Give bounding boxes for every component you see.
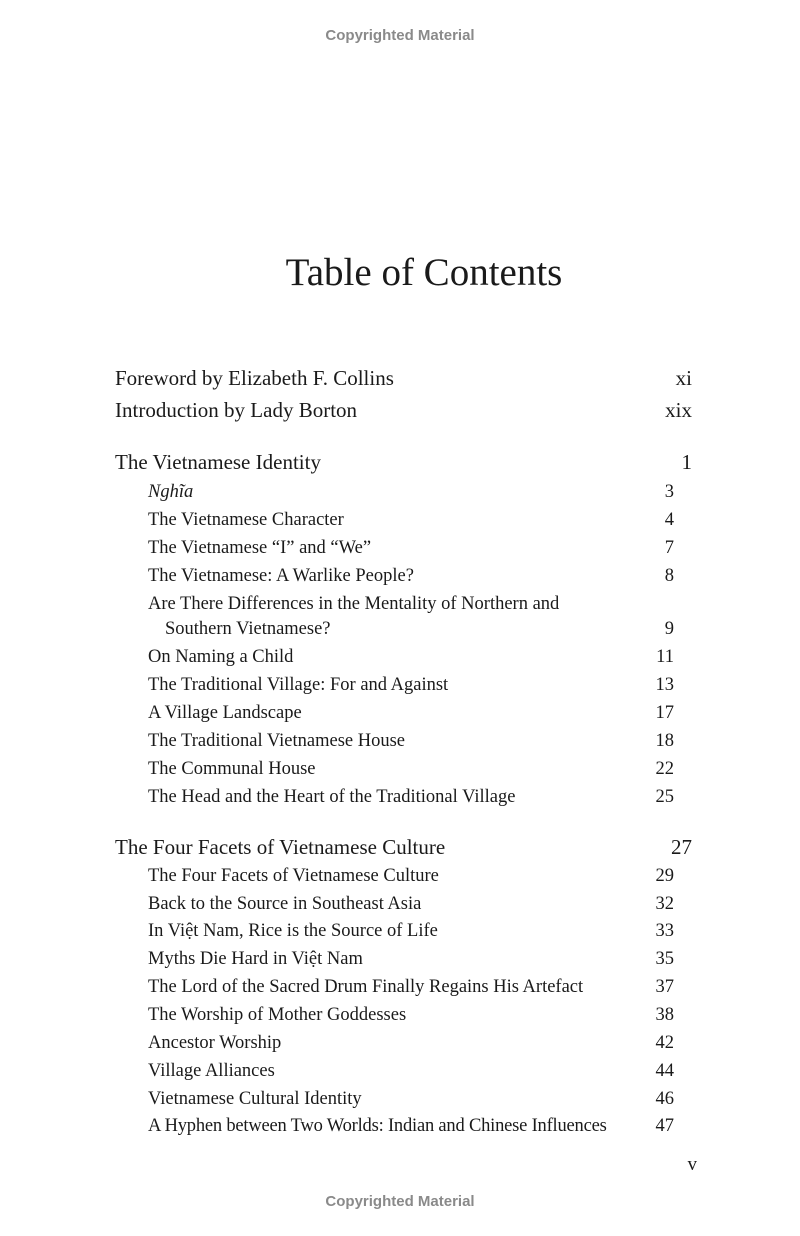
toc-entry-page: 47 xyxy=(655,1116,674,1136)
toc-entry xyxy=(0,866,800,896)
page-title: Table of Contents xyxy=(285,251,563,294)
toc-entry-title: On Naming a Child xyxy=(148,647,294,667)
toc-entry-page: 11 xyxy=(656,647,674,667)
toc-entry-title: The Communal House xyxy=(148,759,316,779)
toc-entry-page: 35 xyxy=(655,949,674,969)
watermark-bottom: Copyrighted Material xyxy=(325,1193,475,1210)
toc-entry xyxy=(0,482,800,512)
toc-entry xyxy=(0,1116,800,1146)
toc-entry xyxy=(0,949,800,979)
toc-entry-title: The Four Facets of Vietnamese Culture xyxy=(148,866,439,886)
toc-entry-title: A Village Landscape xyxy=(148,703,302,723)
toc-entry xyxy=(0,675,800,705)
toc-entry-page: 4 xyxy=(664,510,674,530)
toc-entry xyxy=(0,921,800,951)
toc-entry xyxy=(0,977,800,1007)
watermark-top: Copyrighted Material xyxy=(325,27,475,44)
toc-entry-page: 29 xyxy=(655,866,674,886)
toc-entry-title: A Hyphen between Two Worlds: Indian and Chinese Influences xyxy=(148,1116,607,1136)
toc-entry-title: The Lord of the Sacred Drum Finally Regains His Artefact xyxy=(148,977,584,997)
toc-entry-foreword xyxy=(0,366,800,396)
toc-entry-page: 18 xyxy=(655,731,674,751)
toc-part-title: The Vietnamese Identity xyxy=(115,450,321,474)
toc-entry xyxy=(0,894,800,924)
toc-entry-page: 37 xyxy=(655,977,674,997)
toc-entry-title: Are There Differences in the Mentality of Northern and xyxy=(148,594,560,614)
toc-part-page: 1 xyxy=(681,450,692,474)
toc-entry-page: 8 xyxy=(664,566,674,586)
toc-entry xyxy=(0,759,800,789)
toc-part-title: The Four Facets of Vietnamese Culture xyxy=(115,835,446,859)
toc-entry-title: The Vietnamese “I” and “We” xyxy=(148,538,372,558)
toc-entry-page: xix xyxy=(665,398,692,422)
toc-entry-title: Myths Die Hard in Việt Nam xyxy=(148,949,363,969)
toc-entry-title: The Vietnamese: A Warlike People? xyxy=(148,566,414,586)
toc-entry xyxy=(0,1089,800,1119)
toc-entry-page: 38 xyxy=(655,1005,674,1025)
toc-entry-page: 3 xyxy=(664,482,674,502)
toc-entry xyxy=(0,787,800,817)
toc-entry-title: The Traditional Vietnamese House xyxy=(148,731,405,751)
toc-entry-page: 22 xyxy=(655,759,674,779)
toc-entry-page: 13 xyxy=(655,675,674,695)
toc-entry-title: Nghĩa xyxy=(148,482,194,502)
toc-entry-page: 44 xyxy=(655,1061,674,1081)
toc-entry-title: Village Alliances xyxy=(148,1061,275,1081)
toc-entry-page: 32 xyxy=(655,894,674,914)
toc-entry-title: The Worship of Mother Goddesses xyxy=(148,1005,407,1025)
toc-entry xyxy=(0,538,800,568)
toc-entry-title: The Traditional Village: For and Against xyxy=(148,675,449,695)
toc-entry xyxy=(0,1061,800,1091)
toc-entry xyxy=(0,1005,800,1035)
toc-entry-title: Vietnamese Cultural Identity xyxy=(148,1089,362,1109)
toc-part-heading xyxy=(0,835,800,865)
toc-entry-page: 42 xyxy=(655,1033,674,1053)
toc-entry-page: 9 xyxy=(664,619,674,639)
toc-entry xyxy=(0,647,800,677)
toc-entry-title: Foreword by Elizabeth F. Collins xyxy=(115,366,394,390)
toc-entry-page: 17 xyxy=(655,703,674,723)
toc-entry xyxy=(0,731,800,761)
toc-part-heading xyxy=(0,450,800,480)
toc-entry xyxy=(0,510,800,540)
toc-entry-page: 46 xyxy=(655,1089,674,1109)
toc-entry-title: The Vietnamese Character xyxy=(148,510,344,530)
page-number: v xyxy=(687,1154,697,1175)
toc-entry xyxy=(0,566,800,596)
toc-entry-title-continuation: Southern Vietnamese? xyxy=(165,619,331,639)
toc-entry-title: Introduction by Lady Borton xyxy=(115,398,358,422)
toc-entry-title: Ancestor Worship xyxy=(148,1033,282,1053)
toc-part-page: 27 xyxy=(671,835,692,859)
toc-entry xyxy=(0,703,800,733)
toc-entry-title: In Việt Nam, Rice is the Source of Life xyxy=(148,921,438,941)
toc-entry-page: 33 xyxy=(655,921,674,941)
toc-entry-introduction xyxy=(0,398,800,428)
toc-entry-page: 25 xyxy=(655,787,674,807)
toc-entry-title: Back to the Source in Southeast Asia xyxy=(148,894,422,914)
toc-entry-title: The Head and the Heart of the Traditional Village xyxy=(148,787,516,807)
toc-entry xyxy=(0,1033,800,1063)
toc-entry-page: xi xyxy=(675,366,692,390)
toc-entry-continuation xyxy=(0,619,800,649)
toc-entry-page: 7 xyxy=(664,538,674,558)
